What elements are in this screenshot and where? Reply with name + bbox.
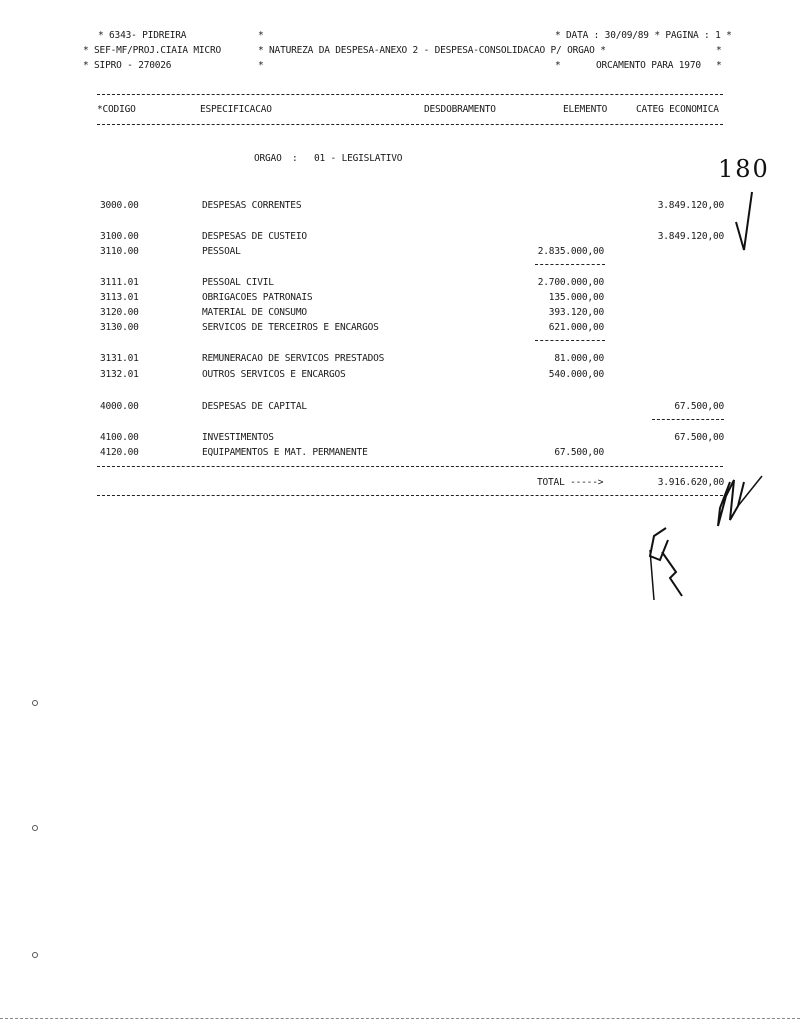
- row-elemento: 2.700.000,00: [537, 277, 604, 288]
- row-desc: EQUIPAMENTOS E MAT. PERMANENTE: [202, 447, 368, 458]
- header-system: * SIPRO - 270026: [83, 60, 172, 71]
- row-desc: MATERIAL DE CONSUMO: [202, 307, 307, 318]
- row-code: 3111.01: [100, 277, 139, 288]
- header-rule-bottom: [97, 124, 723, 125]
- row-code: 3000.00: [100, 200, 139, 211]
- row-code: 3120.00: [100, 307, 139, 318]
- header-star: *: [716, 60, 722, 71]
- row-elemento: 81.000,00: [554, 353, 604, 364]
- header-date-page: * DATA : 30/09/89 * PAGINA : 1 *: [555, 30, 732, 41]
- col-codigo: *CODIGO: [97, 104, 136, 115]
- header-star: *: [258, 60, 264, 71]
- orgao-separator: :: [292, 153, 298, 164]
- row-code: 4120.00: [100, 447, 139, 458]
- row-desc: REMUNERACAO DE SERVICOS PRESTADOS: [202, 353, 385, 364]
- row-code: 4100.00: [100, 432, 139, 443]
- header-budget-year: ORCAMENTO PARA 1970: [596, 60, 701, 71]
- row-code: 3100.00: [100, 231, 139, 242]
- col-categ-economica: CATEG ECONOMICA: [636, 104, 719, 115]
- row-desc: INVESTIMENTOS: [202, 432, 274, 443]
- col-elemento: ELEMENTO: [563, 104, 608, 115]
- row-desc: OBRIGACOES PATRONAIS: [202, 292, 313, 303]
- row-elemento: 135.000,00: [548, 292, 604, 303]
- total-rule-bottom: [97, 495, 723, 496]
- header-star: *: [716, 45, 722, 56]
- row-desc: SERVICOS DE TERCEIROS E ENCARGOS: [202, 322, 379, 333]
- row-elemento: 540.000,00: [548, 369, 604, 380]
- row-elemento: 67.500,00: [554, 447, 604, 458]
- row-code: 3113.01: [100, 292, 139, 303]
- row-desc: PESSOAL: [202, 246, 241, 257]
- orgao-value: 01 - LEGISLATIVO: [314, 153, 403, 164]
- scan-speck: [32, 952, 38, 958]
- page-edge: [0, 1018, 800, 1019]
- subtotal-rule: [535, 264, 605, 265]
- row-desc: DESPESAS DE CAPITAL: [202, 401, 307, 412]
- header-star: *: [555, 60, 561, 71]
- scan-speck: [32, 825, 38, 831]
- total-label: TOTAL ----->: [537, 477, 604, 488]
- row-desc: OUTROS SERVICOS E ENCARGOS: [202, 369, 346, 380]
- handwritten-marks-image: [640, 180, 780, 640]
- header-report-title: * NATUREZA DA DESPESA-ANEXO 2 - DESPESA-CONSOLIDACAO P/ ORGAO *: [258, 45, 606, 56]
- scan-speck: [32, 700, 38, 706]
- row-categ: 67.500,00: [674, 401, 724, 412]
- total-value: 3.916.620,00: [657, 477, 724, 488]
- header-dept: * SEF-MF/PROJ.CIAIA MICRO: [83, 45, 221, 56]
- row-categ: 67.500,00: [674, 432, 724, 443]
- subtotal-rule: [535, 340, 605, 341]
- row-desc: DESPESAS CORRENTES: [202, 200, 302, 211]
- header-org: * 6343- PIDREIRA: [98, 30, 187, 41]
- row-elemento: 621.000,00: [548, 322, 604, 333]
- row-code: 3132.01: [100, 369, 139, 380]
- row-elemento: 2.835.000,00: [537, 246, 604, 257]
- row-categ: 3.849.120,00: [657, 200, 724, 211]
- orgao-label: ORGAO: [254, 153, 282, 164]
- col-desdobramento: DESDOBRAMENTO: [424, 104, 496, 115]
- header-rule-top: [97, 94, 723, 95]
- row-code: 3130.00: [100, 322, 139, 333]
- header-star: *: [258, 30, 264, 41]
- handwritten-page-number: 180: [718, 155, 770, 183]
- row-desc: DESPESAS DE CUSTEIO: [202, 231, 307, 242]
- row-elemento: 393.120,00: [548, 307, 604, 318]
- row-code: 4000.00: [100, 401, 139, 412]
- row-desc: PESSOAL CIVIL: [202, 277, 274, 288]
- row-code: 3131.01: [100, 353, 139, 364]
- total-rule-top: [97, 466, 723, 467]
- row-code: 3110.00: [100, 246, 139, 257]
- col-especificacao: ESPECIFICACAO: [200, 104, 272, 115]
- row-categ: 3.849.120,00: [657, 231, 724, 242]
